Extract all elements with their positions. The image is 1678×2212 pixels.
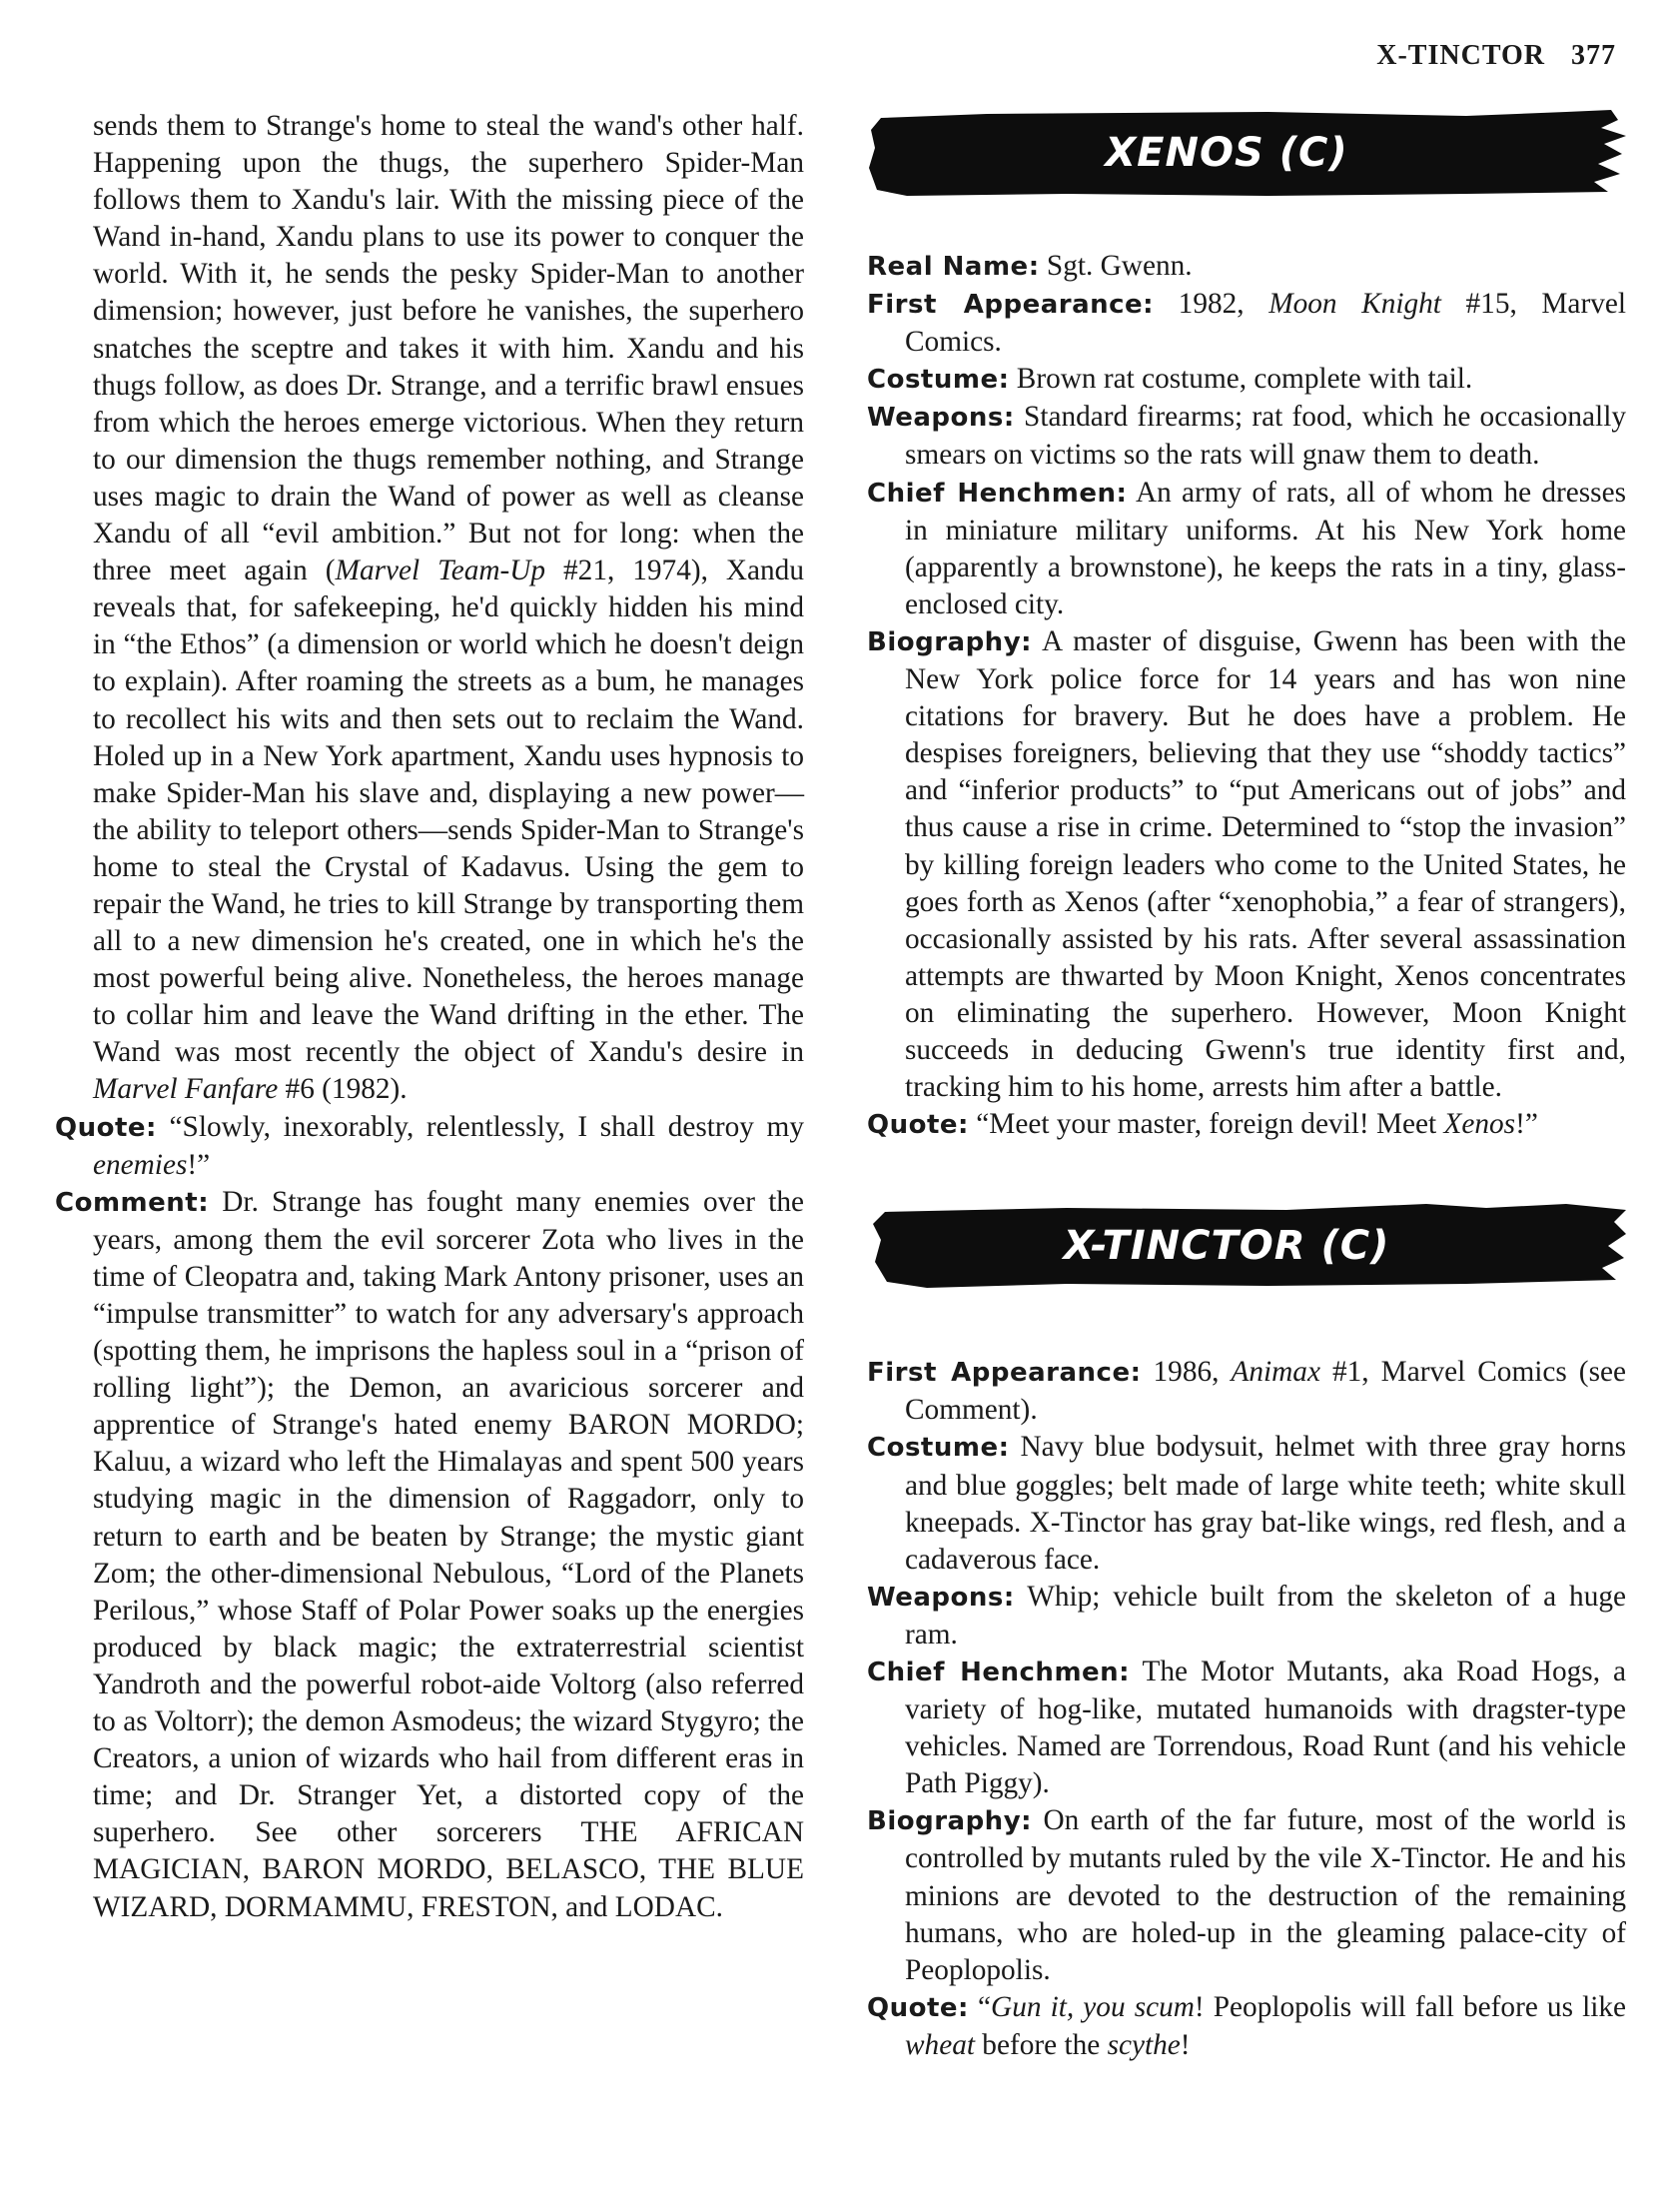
weapons-label: Weapons: (867, 403, 1015, 434)
left-column (55, 108, 804, 1926)
real-name-label: Real Name: (867, 252, 1040, 282)
first-appearance-issue: #15, Marvel Comics. (905, 288, 1626, 359)
xtinctor-henchmen (867, 1654, 1626, 1802)
quote-italic-1: Gun it, you scum (991, 1990, 1195, 2023)
weapons-value: Standard firearms; rat food, which he occasionally smears on victims so the rats will gnaw them to death. (905, 401, 1626, 472)
quote-italic: enemies (93, 1148, 188, 1181)
first-appearance-label: First Appearance: (867, 1358, 1142, 1389)
xtinctor-first-appearance (867, 1354, 1626, 1429)
first-appearance-title: Moon Knight (1268, 288, 1441, 321)
comic-title: Marvel Team-Up (335, 554, 546, 587)
continuation-text-3: #6 (1982). (278, 1073, 408, 1106)
quote-text-2: before the (974, 2028, 1108, 2061)
quote-open: “ (968, 1990, 992, 2023)
quote-end: !” (1515, 1108, 1538, 1141)
quote-end: ! (1180, 2028, 1191, 2061)
quote-end: !” (187, 1148, 211, 1181)
xenos-henchmen (867, 475, 1626, 623)
comic-title-2: Marvel Fanfare (93, 1073, 279, 1106)
quote-italic-3: scythe (1107, 2028, 1181, 2061)
quote-label: Quote: (867, 1992, 969, 2023)
quote-text: “Slowly, inexorably, relentlessly, I shall destroy my (156, 1110, 804, 1143)
continuation-text: sends them to Strange's home to steal the wand's other half. Happening upon the thugs, the superhero Spider-Man follows them to Xandu's lair. With the missing piece of the Wand in-hand, Xandu plans to use its power to conquer the world. With it, he sends the pesky Spider-Man to another dimension; however, just before he vanishes, the superhero snatches the sceptre and takes it with him. Xandu and his thugs follow, as does Dr. Strange, and a terrific brawl ensues from which the heroes emerge victorious. When they return to our dimension the thugs remember nothing, and Strange uses magic to drain the Wand of power as well as cleanse Xandu of all “evil ambition.” But not for long: when the three meet again ( (93, 110, 804, 587)
weapons-value: Whip; vehicle built from the skeleton of a huge ram. (905, 1580, 1626, 1651)
xtinctor-costume (867, 1429, 1626, 1578)
first-appearance-year: 1982, (1154, 288, 1269, 321)
costume-label: Costume: (867, 1433, 1010, 1464)
quote-label: Quote: (867, 1110, 969, 1141)
xandu-continuation (55, 108, 804, 1109)
quote-label: Quote: (55, 1112, 157, 1143)
continuation-text-2: #21, 1974), Xandu reveals that, for safekeeping, he'd quickly hidden his mind in “the Ethos” (a dimension or world which he doesn't deign to explain). After roaming the streets as a bum, he manages to recollect his wits and then sets out to reclaim the Wand. Holed up in a New York apartment, Xandu uses hypnosis to make Spider-Man his slave and, displaying a new power—the ability to teleport others—sends Spider-Man to Strange's home to steal the Crystal of Kadavus. Using the gem to repair the Wand, he tries to kill Strange by transporting them all to a new dimension he's created, one in which he's the most powerful being alive. Nonetheless, the heroes manage to collar him and leave the Wand drifting in the ether. The Wand was most recently the object of Xandu's desire in (93, 554, 804, 1069)
weapons-label: Weapons: (867, 1582, 1015, 1613)
xenos-first-appearance (867, 286, 1626, 361)
costume-value: Brown rat costume, complete with tail. (1009, 363, 1473, 396)
xenos-costume (867, 361, 1626, 399)
biography-value: A master of disguise, Gwenn has been with the New York police force for 14 years and has won nine citations for bravery. But he does have a problem. He despises foreigners, believing that they use “shoddy tactics” and “inferior products” to “put Americans out of jobs” and thus cause a rise in crime. Determined to “stop the invasion” by killing foreign leaders who come to the United States, he goes forth as Xenos (after “xenophobia,” a fear of strangers), occasionally assisted by his rats. After several assassination attempts are thwarted by Moon Knight, Xenos concentrates on eliminating the superhero. However, Moon Knight succeeds in deducing Gwenn's true identity first and, tracking him to his home, arrests him after a battle. (905, 624, 1626, 1104)
comment-label: Comment: (55, 1187, 210, 1218)
costume-label: Costume: (867, 365, 1010, 396)
comment-text: Dr. Strange has fought many enemies over the years, among them the evil sorcerer Zota who lives in the time of Cleopatra and, taking Mark Antony prisoner, uses an “impulse transmitter” to watch for any adversary's approach (spotting them, he imprisons the hapless soul in a “prison of rolling light”); the Demon, an avaricious sorcerer and apprentice of Strange's hated enemy BARON MORDO; Kaluu, a wizard who left the Himalayas and spent 500 years studying magic in the dimension of Raggadorr, only to return to earth and be beaten by Strange; the mystic giant Zom; the other-dimensional Nebulous, “Lord of the Planets Perilous,” whose Staff of Polar Power soaks up the energies produced by black magic; the extraterrestrial scientist Yandroth and the powerful robot-aide Voltorg (also referred to as Voltorr); the demon Asmodeus; the wizard Stygyro; the Creators, a union of wizards who hail from different eras in time; and Dr. Stranger Yet, a distorted copy of the superhero. See other sorcerers THE AFRICAN MAGICIAN, BARON MORDO, BELASCO, THE BLUE WIZARD, DORMAMMU, FRESTON, and LODAC. (93, 1185, 804, 1923)
xenos-quote (867, 1106, 1626, 1144)
first-appearance-issue: #1, Marvel Comics (see Comment). (905, 1356, 1626, 1427)
quote-italic-2: wheat (905, 2028, 975, 2061)
biography-label: Biography: (867, 626, 1033, 657)
real-name-value: Sgt. Gwenn. (1039, 250, 1193, 282)
xtinctor-weapons (867, 1579, 1626, 1654)
xtinctor-biography (867, 1802, 1626, 1988)
first-appearance-year: 1986, (1141, 1356, 1232, 1389)
running-head-title: X-TINCTOR (1376, 40, 1545, 71)
quote-text: ! Peoplopolis will fall before us like (1194, 1990, 1626, 2023)
xandu-comment (55, 1184, 804, 1926)
running-head (1376, 40, 1616, 72)
xenos-banner (867, 108, 1626, 200)
xenos-real-name (867, 248, 1626, 286)
xtinctor-title: X-TINCTOR (C) (1063, 1222, 1390, 1269)
costume-value: Navy blue bodysuit, helmet with three gray horns and blue goggles; belt made of large white teeth; white skull kneepads. X-Tinctor has gray bat-like wings, red flesh, and a cadaverous face. (905, 1431, 1626, 1576)
henchmen-value: An army of rats, all of whom he dresses in miniature military uniforms. At his New York home (apparently a brownstone), he keeps the rats in a tiny, glass-enclosed city. (905, 476, 1626, 620)
xenos-biography (867, 623, 1626, 1106)
quote-italic: Xenos (1443, 1108, 1516, 1141)
xenos-title: XENOS (C) (1105, 130, 1348, 177)
henchmen-label: Chief Henchmen: (867, 478, 1128, 509)
biography-value: On earth of the far future, most of the world is controlled by mutants ruled by the vile X-Tinctor. He and his minions are devoted to the destruction of the remaining humans, who are holed-up in the gleaming palace-city of Peoplopolis. (905, 1804, 1626, 1986)
right-column (867, 108, 1626, 2064)
xtinctor-banner (867, 1200, 1626, 1292)
henchmen-value: The Motor Mutants, aka Road Hogs, a variety of hog-like, mutated humanoids with dragster-type vehicles. Named are Torrendous, Road Runt (and his vehicle Path Piggy). (905, 1656, 1626, 1800)
quote-text: “Meet your master, foreign devil! Meet (968, 1108, 1444, 1141)
xenos-weapons (867, 399, 1626, 474)
xandu-quote (55, 1109, 804, 1184)
first-appearance-label: First Appearance: (867, 290, 1155, 321)
biography-label: Biography: (867, 1806, 1033, 1837)
henchmen-label: Chief Henchmen: (867, 1658, 1131, 1687)
xtinctor-quote (867, 1989, 1626, 2064)
first-appearance-title: Animax (1231, 1356, 1320, 1389)
page-number: 377 (1571, 40, 1616, 71)
